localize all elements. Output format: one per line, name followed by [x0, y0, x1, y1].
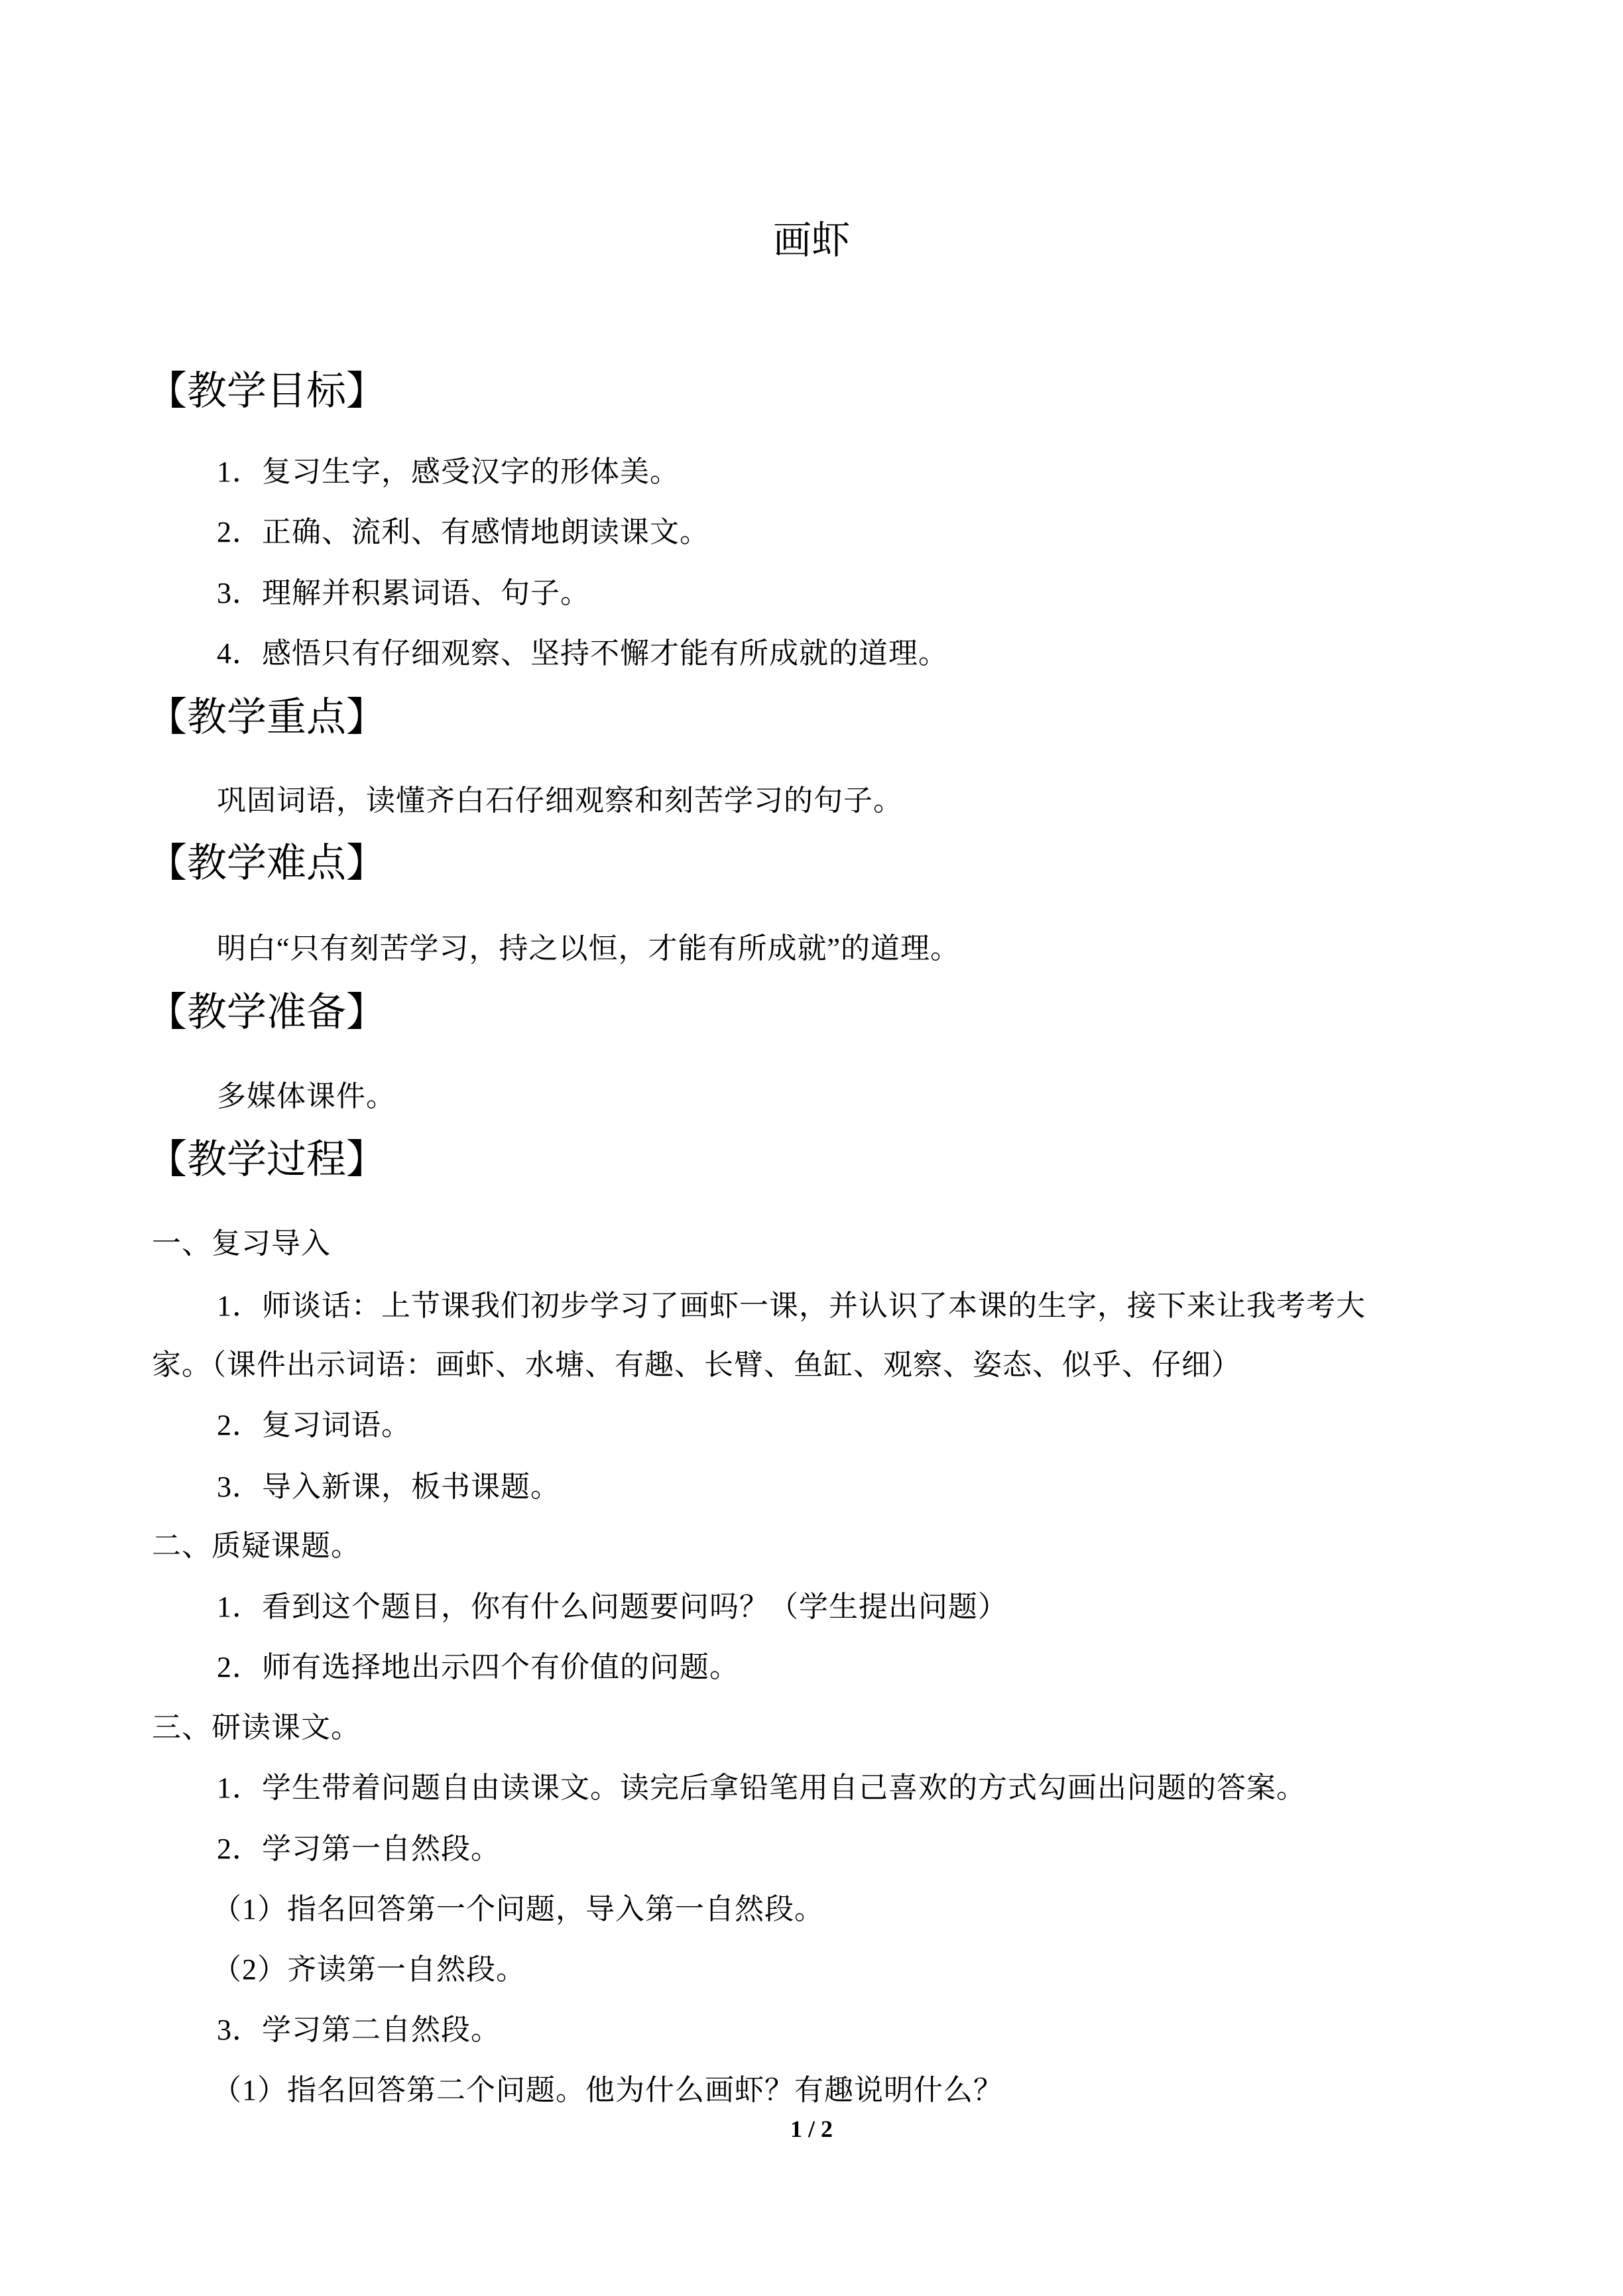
- process-item: 2．复习词语。: [217, 1409, 411, 1441]
- process-subitem: （1）指名回答第一个问题，导入第一自然段。: [212, 1893, 824, 1925]
- heading-difficulties: 【教学难点】: [147, 841, 386, 885]
- goal-item: 3．理解并积累词语、句子。: [217, 577, 590, 609]
- document-title: 画虾: [772, 219, 850, 262]
- process-item: 1．看到这个题目，你有什么问题要问吗？（学生提出问题）: [217, 1591, 1008, 1623]
- process-subitem: （2）齐读第一自然段。: [212, 1953, 526, 1986]
- page-number: 1 / 2: [790, 2116, 833, 2142]
- process-item-continued: 家。（课件出示词语：画虾、水塘、有趣、长臂、鱼缸、观察、姿态、似乎、仔细）: [152, 1349, 1241, 1381]
- heading-preparation: 【教学准备】: [147, 991, 386, 1034]
- key-points-text: 巩固词语，读懂齐白石仔细观察和刻苦学习的句子。: [217, 784, 903, 817]
- process-section: 三、研读课文。: [152, 1711, 361, 1744]
- heading-process: 【教学过程】: [147, 1138, 386, 1181]
- difficulties-text: 明白“只有刻苦学习，持之以恒，才能有所成就”的道理。: [217, 932, 961, 965]
- heading-key-points: 【教学重点】: [147, 695, 386, 739]
- heading-goals: 【教学目标】: [147, 369, 386, 413]
- process-item: 3．导入新课，板书课题。: [217, 1471, 560, 1503]
- process-section: 一、复习导入: [152, 1227, 331, 1260]
- process-item: 1．师谈话：上节课我们初步学习了画虾一课，并认识了本课的生字，接下来让我考考大: [217, 1290, 1366, 1322]
- preparation-text: 多媒体课件。: [217, 1080, 396, 1113]
- process-item: 3．学习第二自然段。: [217, 2014, 501, 2046]
- goal-item: 2．正确、流利、有感情地朗读课文。: [217, 516, 709, 548]
- process-item: 1．学生带着问题自由读课文。读完后拿铅笔用自己喜欢的方式勾画出问题的答案。: [217, 1772, 1306, 1804]
- goal-item: 1．复习生字，感受汉字的形体美。: [217, 455, 680, 488]
- process-section: 二、质疑课题。: [152, 1530, 361, 1562]
- process-subitem: （1）指名回答第二个问题。他为什么画虾？有趣说明什么？: [212, 2074, 1003, 2106]
- process-item: 2．学习第一自然段。: [217, 1833, 501, 1865]
- process-item: 2．师有选择地出示四个有价值的问题。: [217, 1651, 739, 1683]
- goal-item: 4．感悟只有仔细观察、坚持不懈才能有所成就的道理。: [217, 637, 948, 670]
